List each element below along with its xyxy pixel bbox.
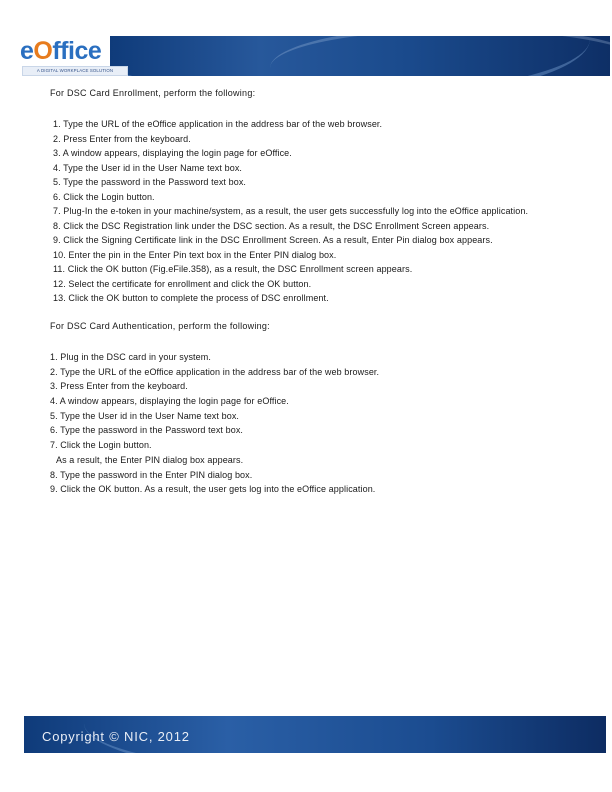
enrollment-step: 4. Type the User id in the User Name text box. (53, 162, 243, 173)
logo-letter-o: O (33, 37, 53, 65)
authentication-steps (50, 350, 379, 497)
authentication-step: 1. Plug in the DSC card in your system. (50, 352, 211, 362)
copyright-text: Copyright © NIC, 2012 (42, 729, 190, 744)
enrollment-step: 2. Press Enter from the keyboard. (53, 133, 191, 144)
enrollment-steps (50, 117, 528, 306)
authentication-step: 5. Type the User id in the User Name text box. (50, 410, 240, 421)
authentication-note: As a result, the Enter PIN dialog box appears. (56, 454, 244, 465)
enrollment-step: 10. Enter the pin in the Enter Pin text box in the Enter PIN dialog box. (53, 249, 337, 260)
logo-tagline: A DIGITAL WORKPLACE SOLUTION (22, 66, 128, 76)
enrollment-step: 6. Click the Login button. (53, 191, 155, 202)
enrollment-step: 3. A window appears, displaying the login page for eOffice. (53, 148, 292, 158)
logo-wordmark (20, 36, 101, 66)
enrollment-step: 8. Click the DSC Registration link under the DSC section. As a result, the DSC Enrollment Screen appears. (53, 220, 490, 231)
authentication-heading: For DSC Card Authentication, perform the following: (50, 321, 270, 331)
enrollment-step: 5. Type the password in the Password text box. (53, 177, 247, 187)
enrollment-step: 12. Select the certificate for enrollment and click the OK button. (53, 278, 312, 289)
logo-letters-ffice: ffice (52, 37, 102, 65)
enrollment-step: 1. Type the URL of the eOffice application in the address bar of the web browser. (53, 119, 383, 129)
authentication-step: 8. Type the password in the Enter PIN dialog box. (50, 469, 253, 480)
authentication-step: 2. Type the URL of the eOffice application in the address bar of the web browser. (50, 366, 380, 377)
authentication-step: 4. A window appears, displaying the login page for eOffice. (50, 396, 289, 407)
authentication-step: 6. Type the password in the Password text box. (50, 425, 244, 436)
authentication-step: 3. Press Enter from the keyboard. (50, 381, 188, 392)
enrollment-heading: For DSC Card Enrollment, perform the following: (50, 88, 256, 98)
authentication-step: 9. Click the OK button. As a result, the user gets log into the eOffice application. (50, 484, 376, 495)
enrollment-step: 13. Click the OK button to complete the process of DSC enrollment. (53, 293, 329, 303)
enrollment-step: 9. Click the Signing Certificate link in the DSC Enrollment Screen. As a result, Enter Pin dialog box appears. (53, 235, 493, 245)
header-banner (110, 36, 610, 76)
page-header (0, 0, 612, 80)
enrollment-step: 11. Click the OK button (Fig.eFile.358), as a result, the DSC Enrollment screen appears. (53, 264, 413, 274)
authentication-step: 7. Click the Login button. (50, 440, 152, 451)
logo-letter-e: e (20, 37, 34, 65)
eoffice-logo (20, 36, 112, 76)
page-footer (24, 716, 606, 753)
enrollment-step: 7. Plug-In the e-token in your machine/system, as a result, the user gets successfully log into the eOffice application. (53, 206, 529, 216)
